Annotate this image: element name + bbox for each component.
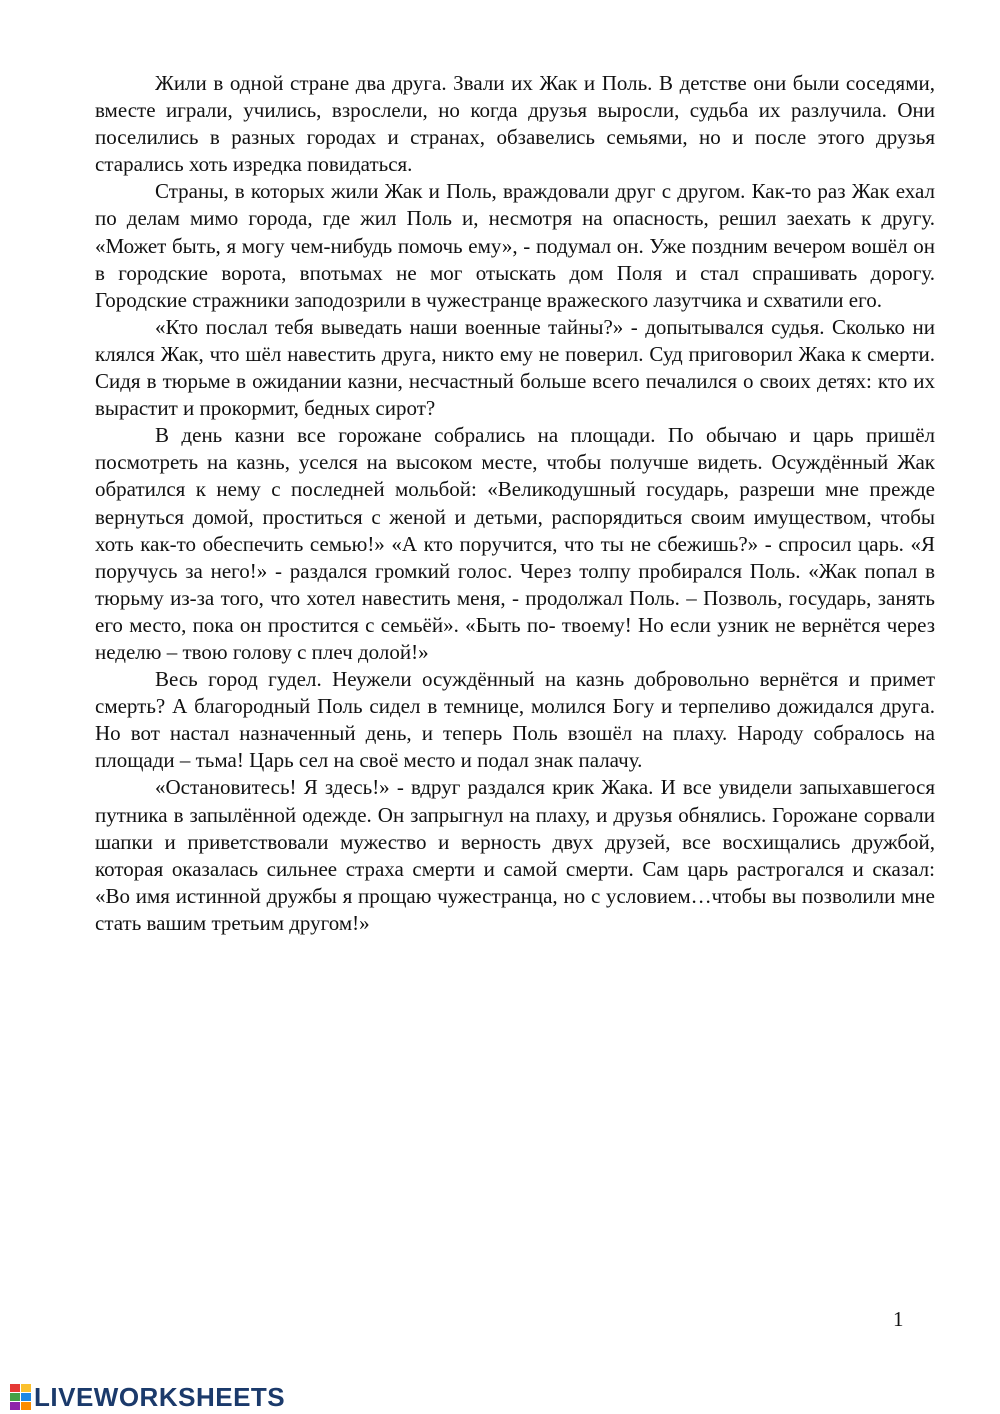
paragraph-6: «Остановитесь! Я здесь!» - вдруг раздался крик Жака. И все увидели запыхавшегося путника в запылённой одежде. Он запрыгнул на плаху, и друзья обнялись. Горожане сорвали шапки и приветствовали мужество и верность двух друзей, все восхищались дружбой, которая оказалась сильнее страха смерти и самой смерти. Сам царь растрогался и сказал: «Во имя истинной дружбы я прощаю чужестранца, но с условием…чтобы вы позволили мне стать вашим третьим другом!» xyxy=(95,775,935,935)
paragraph-4: В день казни все горожане собрались на площади. По обычаю и царь пришёл посмотреть на казнь, уселся на высоком месте, чтобы получше видеть. Осуждённый Жак обратился к нему с последней мольбой: «Великодушный государь, разреши мне прежде вернуться домой, проститься с женой и детьми, распорядиться своим имуществом, чтобы хоть как-то обеспечить семью!» «А кто поручится, что ты не сбежишь?» - спросил царь. «Я поручусь за него!» - раздался громкий голос. Через толпу пробирался Поль. «Жак попал в тюрьму из-за того, что хотел навестить меня, - продолжал Поль. – Позволь, государь, занять его место, пока он простится с семьёй». «Быть по- твоему! Но если узник не вернётся через неделю – твою голову с плеч долой!» xyxy=(95,423,935,664)
paragraph-2: Страны, в которых жили Жак и Поль, враждовали друг с другом. Как-то раз Жак ехал по делам мимо города, где жил Поль и, несмотря на опасность, решил заехать к другу. «Может быть, я могу чем-нибудь помочь ему», - подумал он. Уже поздним вечером вошёл он в городские ворота, впотьмах не мог отыскать дом Поля и стал спрашивать дорогу. Городские стражники заподозрили в чужестранце вражеского лазутчика и схватили его. xyxy=(95,179,935,312)
logo-block xyxy=(21,1393,31,1401)
liveworksheets-logo[interactable] xyxy=(10,1380,285,1414)
logo-block xyxy=(21,1402,31,1410)
logo-text: LIVEWORKSHEETS xyxy=(34,1382,286,1412)
logo-block xyxy=(10,1402,20,1410)
page-number: 1 xyxy=(893,1307,904,1331)
document-body xyxy=(95,70,935,937)
logo-block xyxy=(21,1384,31,1392)
paragraph-5: Весь город гудел. Неужели осуждённый на казнь добровольно вернётся и примет смерть? А благородный Поль сидел в темнице, молился Богу и терпеливо дожидался друга. Но вот настал назначенный день, и теперь Поль взошёл на плаху. Народу собралось на площади – тьма! Царь сел на своё место и подал знак палачу. xyxy=(95,667,935,773)
paragraph-3: «Кто послал тебя выведать наши военные тайны?» - допытывался судья. Сколько ни клялся Жак, что шёл навестить друга, никто ему не поверил. Суд приговорил Жака к смерти. Сидя в тюрьме в ожидании казни, несчастный больше всего печалился о своих детях: кто их вырастит и прокормит, бедных сирот? xyxy=(95,314,935,421)
logo-block xyxy=(10,1393,20,1401)
paragraph-1: Жили в одной стране два друга. Звали их Жак и Поль. В детстве они были соседями, вместе играли, учились, взрослели, но когда друзья выросли, судьба их разлучила. Они поселились в разных городах и странах, обзавелись семьями, но и после этого друзья старались хоть изредка повидаться. xyxy=(95,71,935,177)
logo-block xyxy=(10,1384,20,1392)
liveworksheets-logo-icon xyxy=(10,1384,31,1410)
